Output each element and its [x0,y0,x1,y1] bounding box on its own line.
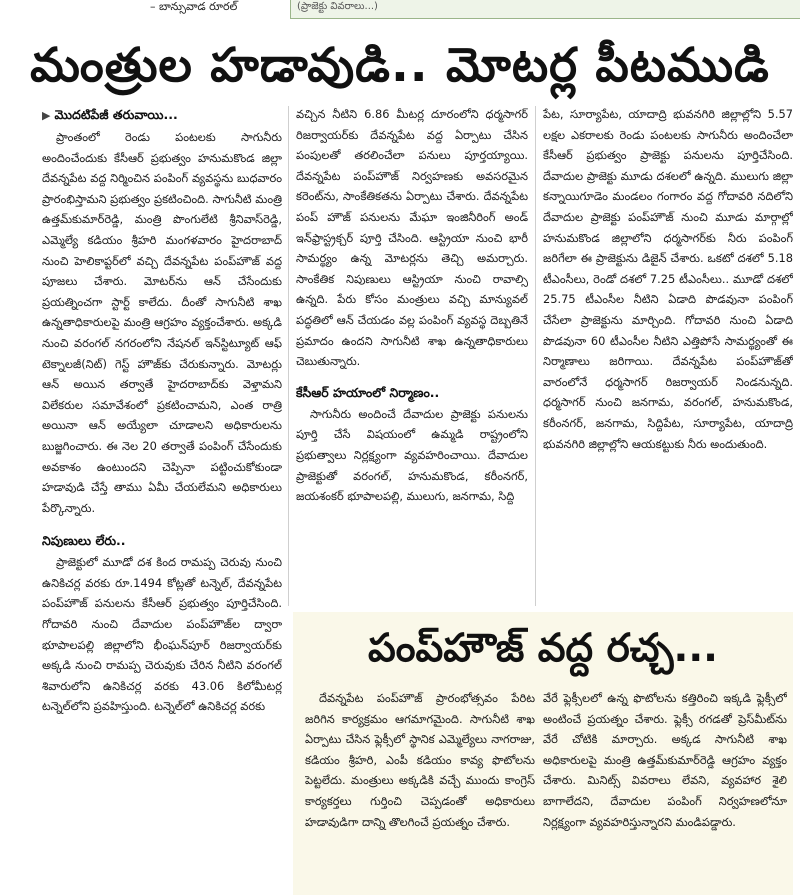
col1-subhead: నిపుణులు లేరు.. [42,533,126,549]
col1-kicker-text: మొదటిపేజీ తరువాయి... [54,107,178,122]
top-credit: – బాన్సువాడ రూరల్‌ [150,0,238,13]
sidebar-right-text [543,688,787,893]
triangle-right-icon: ▶ [42,109,51,122]
col3-body: పేట, సూర్యాపేట, యాదాద్రి భువనగిరి జిల్లాల్లోని 5.57 లక్షల ఎకరాలకు రెండు పంటలకు సాగునీరు అందించేలా కేసీఆర్‌ ప్రభుత్వం ప్రాజెక్టు పనులను పూర్తిచేసింది. దేవాదుల ప్రాజెక్టు మూడు దశలలో ఉన్నది. ములుగు జిల్లా కన్నాయిగూడెం మండలం గంగారం వద్ద గోదావరి నదిలోని దేవాదుల ప్రాజెక్టు పంప్‌హౌజ్‌ నుంచి మూడు మార్గాల్లో హనుమకొండ జిల్లాలోని ధర్మసాగర్‌కు నీరు పంపింగ్‌ జరిగేలా ఈ ప్రాజెక్టును డిజైన్‌ చేశారు. ఒకటో దశలో 5.18 టీఎంసీలు, రెండో దశలో 7.25 టీఎంసీలు.. మూడో దశలో 25.75 టీఎంసీల నీటిని ఏడాది పొడవునా పంపింగ్‌ చేసేలా ప్రాజెక్టును మార్చింది. గోదావరి నుంచి ఏడాది పొడవునా 60 టీఎంసీల నీటిని ఎత్తిపోసే సామర్థ్యంతో ఈ నిర్మాణాలు జరిగాయి. దేవన్నపేట పంప్‌హౌజ్‌తో వారంలోనే ధర్మసాగర్‌ రిజర్వాయర్‌ నిండనున్నది. ధర్మసాగర్‌ నుంచి జనగామ, వరంగల్‌, హనుమకొండ, కరీంనగర్‌, జనగామ, సిద్దిపేట, సూర్యాపేట, యాదాద్రి భువనగిరి జిల్లాల్లోని ఆయకట్టుకు నీరు అందుతుంది. [543,107,793,451]
sidebar-left-text [305,688,535,893]
sidebar-right-body: వేరే ఫ్లెక్సీలలో ఉన్న ఫొటోలను కత్తిరించి ఇక్కడి ఫ్లెక్సీలో అంటించే ప్రయత్నం చేశారు. ఫ్లెక్సీ రగడతో ప్రెస్‌మీట్‌ను వేరే చోటికి మార్చారు. అక్కడ సాగునీటి శాఖ అధికారులపై మంత్రి ఉత్తమ్‌కుమార్‌రెడ్డి ఆగ్రహం వ్యక్తం చేశారు. మినిట్స్‌ వివరాలు లేవని, వ్యవహార శైలి బాగాలేదని, దేవాదుల పంపింగ్‌ నిర్వహణలోనూ నిర్లక్ష్యంగా వ్యవహరిస్తున్నారని మండిపడ్డారు. [543,691,787,829]
main-headline: మంత్రుల హడావుడి.. మోటర్ల పీటముడి [30,38,770,93]
column-2 [296,104,528,606]
column-divider-2 [535,106,536,606]
col2-body: వచ్చిన నీటిని 6.86 మీటర్ల దూరంలోని ధర్మసాగర్‌ రిజర్వాయర్‌కు దేవన్నపేట వద్ద ఏర్పాటు చేసిన పంపులతో తరలించేలా పనులు పూర్తయ్యాయి. దేవన్నపేట పంప్‌హౌజ్‌ నిర్వహణకు అవసరమైన కరెంట్‌ను, సాంకేతికతను ఏర్పాటు చేశారు. దేవన్నపేట పంప్‌ హౌజ్‌ పనులను మేఘా ఇంజినీరింగ్‌ అండ్‌ ఇన్‌ఫ్రాస్ట్రక్చర్‌ పూర్తి చేసింది. ఆస్ట్రియా నుంచి భారీ సామర్థ్యం ఉన్న మోటర్లను తెచ్చి అమర్చారు. సాంకేతిక నిపుణులు ఆస్ట్రియా నుంచి రావాల్సి ఉన్నది. పేరు కోసం మంత్రులు వచ్చి మాన్యువల్‌ పద్ధతిలో ఆన్‌ చేయడం వల్ల పంపింగ్‌ వ్యవస్థ దెబ్బతినే ప్రమాదం ఉందని సాగునీటి శాఖ ఉన్నతాధికారులు చెబుతున్నారు. [296,107,528,369]
col2-body2: సాగునీరు అందించే దేవాదుల ప్రాజెక్టు పనులను పూర్తి చేసే విషయంలో ఉమ్మడి రాష్ట్రంలోని ప్రభుత్వాలు నిర్లక్ష్యంగా వ్యవహరించాయి. దేవాదుల ప్రాజెక్టుతో వరంగల్‌, హనుమకొండ, కరీంనగర్‌, జయశంకర్‌ భూపాలపల్లి, ములుగు, జనగామ, సిద్ది [296,406,528,504]
col1-body2: ప్రాజెక్టులో మూడో దశ కింద రామప్ప చెరువు నుంచి ఉనికిచర్ల వరకు రూ.1494 కోట్లతో టన్నెల్‌, దేవన్నపేట పంప్‌హౌజ్‌ పనులను కేసీఆర్‌ ప్రభుత్వం పూర్తిచేసింది. గోదావరి నుంచి దేవాదుల పంప్‌హౌజ్‌ల ద్వారా భూపాలపల్లి జిల్లాలోని భీంఘన్‌పూర్‌ రిజర్వాయర్‌కు అక్కడి నుంచి రామప్ప చెరువుకు చేరిన నీటిని వరంగల్‌ శివారులోని ఉనికిచర్ల వరకు 43.06 కిలోమీటర్ల టన్నెల్‌లోని ప్రవహిస్తుంది. టన్నెల్‌లో ఉనికిచర్ల వరకు [42,555,282,714]
column-3 [543,104,793,606]
column-divider-1 [288,106,289,606]
col2-subhead: కేసీఆర్‌ హయాంలో నిర్మాణం.. [296,384,440,400]
col1-body: ప్రాంతంలో రెండు పంటలకు సాగునీరు అందించేందుకు కేసీఆర్‌ ప్రభుత్వం హనుమకొండ జిల్లా దేవన్నపేట వద్ద నిర్మించిన పంపింగ్‌ వ్యవస్థను బుధవారం ప్రారంభిస్తామని ప్రభుత్వం ప్రకటించింది. సాగునీటి మంత్రి ఉత్తమ్‌కుమార్‌రెడ్డి, మంత్రి పొంగులేటి శ్రీనివాస్‌రెడ్డి, ఎమ్మెల్యే కడియం శ్రీహరి మంగళవారం హైదరాబాద్‌ నుంచి హెలికాప్టర్‌లో వచ్చి దేవన్నపేట పంప్‌హౌజ్‌ వద్ద పూజలు చేశారు. మోటర్‌ను ఆన్‌ చేసేందుకు ప్రయత్నించగా స్టార్ట్‌ కాలేదు. దీంతో సాగునీటి శాఖ ఉన్నతాధికారులపై మంత్రి ఆగ్రహం వ్యక్తంచేశారు. అక్కడి నుంచి వరంగల్‌ నగరంలోని నేషనల్‌ ఇన్‌స్టిట్యూట్‌ ఆఫ్‌ టెక్నాలజీ(నిట్‌) గెస్ట్‌ హౌజ్‌కు చేరుకున్నారు. మోటర్లు ఆన్‌ అయిన తర్వాతే హైదరాబాద్‌కు వెళ్తామని విలేకరుల సమావేశంలో ప్రకటించామని, ఎంత రాత్రి అయినా ఆన్‌ అయ్యేలా చూడాలని అధికారులను బుజ్జగించారు. ఈ నెల 20 తర్వాతే పంపింగ్‌ చేసేందుకు అవకాశం ఉంటుందని చెప్పినా పట్టించుకోకుండా హడావుడి చేస్తే తాము ఏమీ చేయలేమని అధికారులు పేర్కొన్నారు. [42,130,282,515]
sidebar-headline: పంప్‌హౌజ్‌ వద్ద రచ్చ... [368,626,718,671]
top-box: (ప్రాజెక్టు వివరాలు...) [290,0,800,19]
column-1 [42,104,282,894]
col1-kicker [42,104,282,127]
sidebar-left-body: దేవన్నపేట పంప్‌హౌజ్‌ ప్రారంభోత్సవం పేరిట జరిగిన కార్యక్రమం ఆగమాగమైంది. సాగునీటి శాఖ ఏర్పాటు చేసిన ఫ్లెక్సీలో స్థానిక ఎమ్మెల్యేలు నాగరాజు, కడియం శ్రీహరి, ఎంపీ కడియం కావ్య ఫొటోలను పెట్టలేదు. మంత్రులు అక్కడికి వచ్చే ముందు కాంగ్రెస్‌ కార్యకర్తలు గుర్తించి చెప్పడంతో అధికారులు హడావుడిగా దాన్ని తొలగించే ప్రయత్నం చేశారు. [305,691,535,829]
